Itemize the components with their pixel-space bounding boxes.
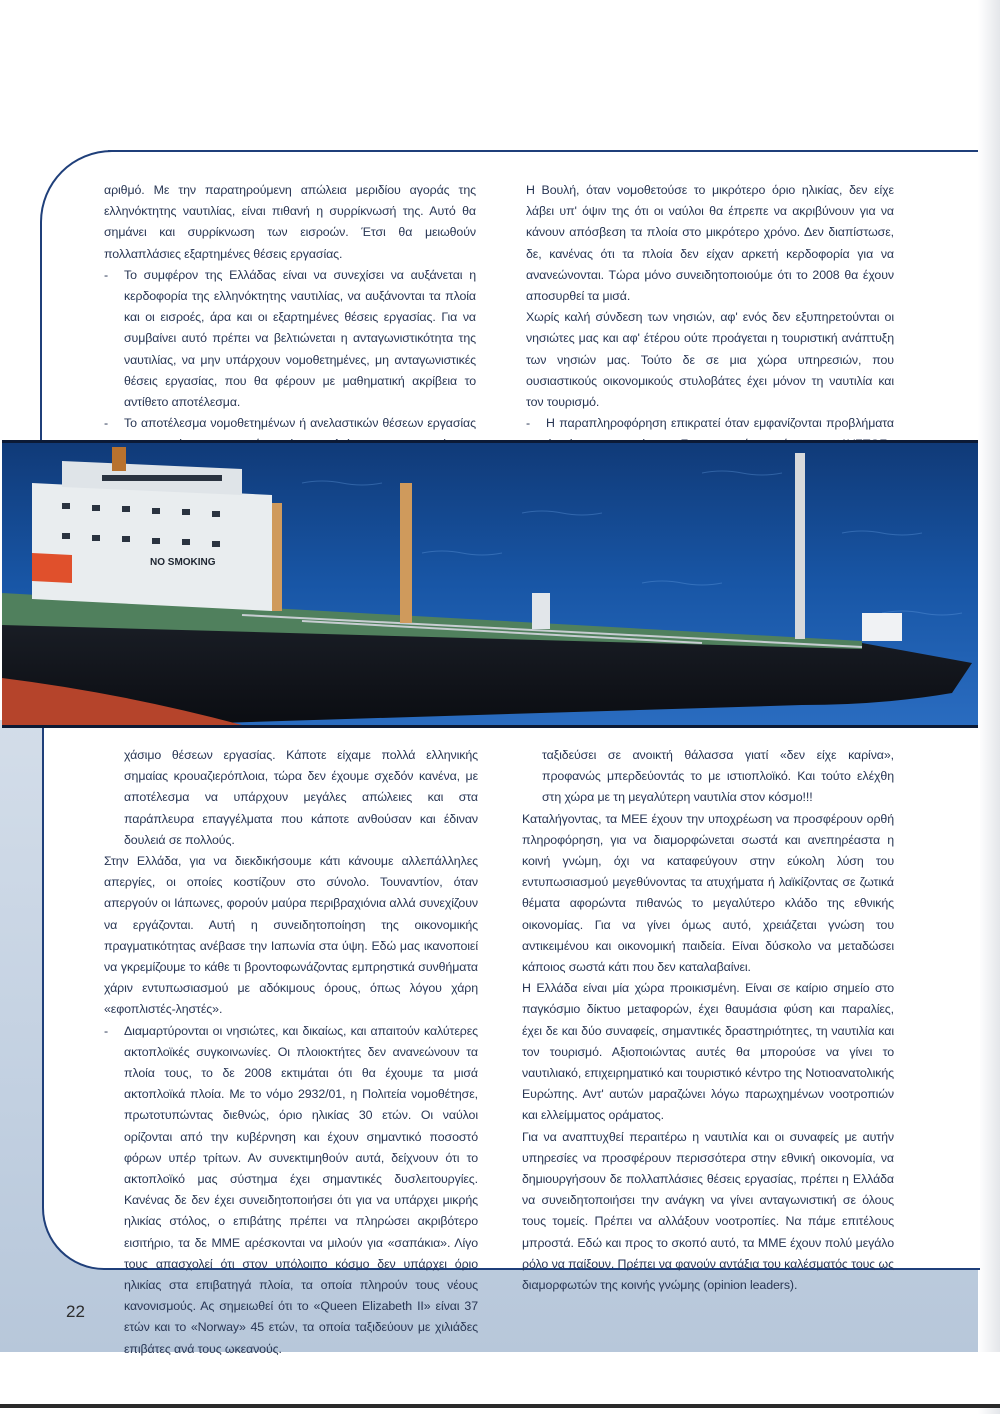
paragraph: Η Ελλάδα είναι μία χώρα προικισμένη. Είναι σε καίριο σημείο στο παγκόσμιο δίκτυο μεταφορών, έχει θαυμάσια φύση και παραλίες, έχει δε και δύο συναφείς, σημαντικές δραστηριότητες, τη ναυτιλία και τον τουρισμό. Αξιοποιώντας αυτές θα μπορούσε να γίνει το ναυτιλιακό, επιχειρηματικό και τουριστικό κέντρο της Νοτιοανατολικής Ευρώπης. Αντ' αυτών μαραζώνει λόγω παρωχημένων νοοτροπιών και ελλείμματος οράματος. — [522, 981, 894, 1123]
funnel — [112, 447, 126, 471]
dash-paragraph: - Η παραπληροφόρηση επικρατεί όταν εμφανίζονται προβλήματα — [526, 413, 894, 498]
dash-paragraph: - Το αποτέλεσμα νομοθετημένων ή ανελαστικών θέσεων εργασίας — [104, 413, 476, 477]
lifeboat — [32, 553, 72, 583]
column-bottom-left — [104, 745, 478, 1360]
paragraph: Η Βουλή, όταν νομοθετούσε το μικρότερο όριο ηλικίας, δεν είχε λάβει υπ' όψιν της ότι οι ναύλοι θα έπρεπε να ακριβύνουν για να κάνουν απόσβεση τα πλοία στο μικρότερο χρόνο. Δεν διαπίστωσε, δε, κανένας ότι τα πλοία δεν είχαν αρκετή κερδοφορία για να ανανεώνονται. Τώρα μόνο συνειδητοποιούμε ότι το 2008 θα έχουν αποσυρθεί τα μισά. — [526, 183, 894, 304]
page-edge-shadow — [978, 0, 1000, 1414]
column-bottom-right — [522, 745, 894, 1296]
page-bottom-line — [0, 1404, 1000, 1408]
dash-paragraph: - Το συμφέρον της Ελλάδας είναι να συνεχίσει να αυξάνεται η κερδοφορία της ελληνόκτητης ναυτιλίας, να αυξάνονται τα πλοία και οι εισροές, άρα και οι εξαρτημένες θέσεις εργασίας. Για να συμβαίνει αυτό πρέπει να βελτιώνεται η ανταγωνιστικότητα της ναυτιλίας, να μην υπάρχουν νομοθετημένες, μη ανταγωνιστικές θέσεις εργασίας, που θα φέρουν με μαθηματική ακρίβεια το αντίθετο αποτέλεσμα. — [104, 265, 476, 413]
tanker-ship-photo — [2, 440, 978, 728]
dash-paragraph: - Διαμαρτύρονται οι νησιώτες, και δικαίως, και απαιτούν καλύτερες ακτοπλοϊκές συγκοινωνίες. Οι πλοιοκτήτες δεν ανανεώνουν τα πλοία τους, το δε 2008 εκτιμάται ότι θα έχουμε τα μισά ακτοπλοϊκά πλοία. Με το νόμο 2932/01, η Πολιτεία νομοθέτησε, πρωτοτυπώντας διεθνώς, όριο ηλικίας 30 ετών. Οι ναύλοι ορίζονται από την κυβέρνηση και έχουν σημαντικό ποσοστό φόρων υπέρ τρίτων. Αν συνεκτιμηθούν αυτά, δείχνουν ότι το ακτοπλοϊκό μας σύστημα έχει σημαντικές δυσλειτουργίες. Κανένας δε δεν έχει συνειδητοποιήσει ότι για να υπάρχει μικρής ηλικίας στόλος, ο επιβάτης πρέπει να πληρώσει ακριβότερο εισιτήριο, τα δε ΜΜΕ αρέσκονται να μιλούν για «σαπάκια». Λίγο τους απασχολεί ότι στον υπόλοιπο κόσμο δεν υπάρχει όριο ηλικίας στα επιβατηγά πλοία, τα οποία πληρούν τους νέους κανονισμούς. Ας σημειωθεί ότι το «Queen Elizabeth II» είναι 37 ετών και το «Norway» 45 ετών, τα οποία ταξιδεύουν με χιλιάδες επιβάτες ανά τους ωκεανούς. — [104, 1021, 478, 1360]
crane-mast — [400, 483, 412, 623]
frame-rule-top — [108, 150, 978, 152]
column-top-left — [104, 180, 476, 477]
paragraph: Καταλήγοντας, τα ΜΕΕ έχουν την υποχρέωση να προσφέρουν ορθή πληροφόρηση, για να διαμορφώνεται σωστά και ανεπηρέαστα η κοινή γνώμη, όχι να καταφεύγουν στην εύκολη λύση του εντυπωσιασμού μεγεθύνοντας τα ατυχήματα ή λαϊκίζοντας σε ζωτικά θέματα αφορώντα πιθανώς το μεγαλύτερο κλάδο της εθνικής οικονομίας. Για να γίνει όμως αυτό, χρειάζεται γνώση του αντικειμένου και οικονομική παιδεία. Είναι δύσκολο να μεταδώσει κάποιος σωστά κάτι που δεν καταλαβαίνει. — [522, 811, 894, 975]
paragraph: ταξιδεύσει σε ανοικτή θάλασσα γιατί «δεν είχε καρίνα», προφανώς μπερδεύοντάς το με ιστιοπλοϊκό. Και τούτο ελέχθη στη χώρα με τη μεγαλύτερη ναυτιλία στον κόσμο!!! — [542, 748, 894, 805]
crane-mast — [272, 503, 282, 611]
page-number: 22 — [66, 1302, 85, 1321]
page-bottom-margin — [0, 1352, 1000, 1408]
paragraph: χάσιμο θέσεων εργασίας. Κάποτε είχαμε πολλά ελληνικής σημαίας κρουαζιερόπλοια, τώρα δεν έχουμε σχεδόν κανένα, με αποτέλεσμα να υπάρχουν μεγάλες απώλειες και στα παράπλευρα επαγγέλματα που κάποτε ανθούσαν και έδιναν δουλειά σε πολλούς. — [124, 748, 478, 847]
paragraph: Χωρίς καλή σύνδεση των νησιών, αφ' ενός δεν εξυπηρετούνται οι νησιώτες μας και αφ' έτέρου ούτε προάγεται η τουριστική ανάπτυξη των νησιών μας. Τούτο δε σε μια χώρα υπηρεσιών, που ουσιαστικούς οικονομικούς στυλοβάτες έχει μόνον τη ναυτιλία και τον τουρισμό. — [526, 310, 894, 410]
ship-superstructure — [32, 483, 272, 611]
forecastle-house — [862, 613, 902, 641]
fore-mast — [795, 453, 805, 639]
deck-equipment — [532, 593, 550, 629]
paragraph: αριθμό. Με την παρατηρούμενη απώλεια μεριδίου αγοράς της ελληνόκτητης ναυτιλίας, είναι πιθανή η συρρίκνωσή της. Αυτό θα σημάνει και συρρίκνωση των εισροών. Έτσι θα μειωθούν πολλαπλάσιες εξαρτημένες θέσεις εργασίας. — [104, 183, 476, 261]
paragraph: Στην Ελλάδα, για να διεκδικήσουμε κάτι κάνουμε αλλεπάλληλες απεργίες, οι οποίες κοστίζουν στο σύνολο. Τουναντίον, όταν απεργούν οι Ιάπωνες, φορούν μαύρα περιβραχιόνια αλλά συνεχίζουν να εργάζονται. Αυτή η συνειδητοποίηση της οικονομικής πραγματικότητας ανέβασε την Ιαπωνία στα ύψη. Εδώ μας ικανοποιεί να γκρεμίζουμε το κάθε τι βροντοφωνάζοντας εμπρηστικά συνθήματα χάριν εντυπωσιασμού με αδόκιμους όρους, όπως λόγου χάρη «εφοπλιστές-ληστές». — [104, 854, 478, 1017]
paragraph: Για να αναπτυχθεί περαιτέρω η ναυτιλία και οι συναφείς με αυτήν υπηρεσίες να προσφέρουν περισσότερα στην εθνική οικονομία, να δημιουργήσουν δε πολλαπλάσιες θέσεις εργασίας, πρέπει η Ελλάδα να συνειδητοποιήσει την ανάγκη να γίνει ανταγωνιστική σε όλους τους τομείς. Πρέπει να αλλάξουν νοοτροπίες. Να πάμε επιτέλους μπροστά. Εδώ και προς το σκοπό αυτό, τα ΜΜΕ έχουν πολύ μεγάλο ρόλο να παίξουν. Πρέπει να φανούν αντάξια του καλέσματός τους ως διαμορφωτών της κοινής γνώμης (opinion leaders). — [522, 1129, 894, 1293]
no-smoking-sign: NO SMOKING — [150, 557, 216, 568]
